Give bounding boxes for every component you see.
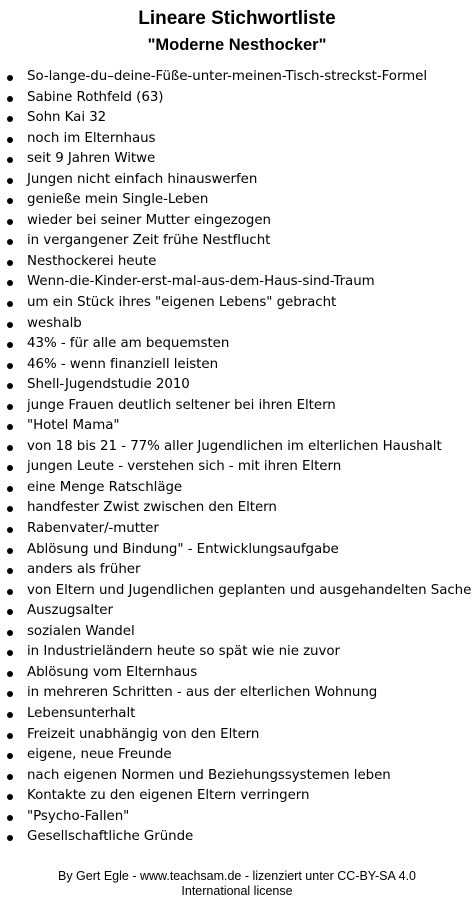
list-item: weshalb <box>0 314 474 335</box>
list-item: handfester Zwist zwischen den Eltern <box>0 498 474 519</box>
list-item: genieße mein Single-Leben <box>0 190 474 211</box>
list-item: sozialen Wandel <box>0 622 474 643</box>
list-item: eigene, neue Freunde <box>0 745 474 766</box>
list-item: junge Frauen deutlich seltener bei ihren Eltern <box>0 396 474 417</box>
list-item: 43% - für alle am bequemsten <box>0 334 474 355</box>
list-item: Wenn-die-Kinder-erst-mal-aus-dem-Haus-sind-Traum <box>0 272 474 293</box>
list-item: Sohn Kai 32 <box>0 108 474 129</box>
list-item: 46% - wenn finanziell leisten <box>0 355 474 376</box>
list-item: Sabine Rothfeld (63) <box>0 88 474 109</box>
list-item: "Psycho-Fallen" <box>0 807 474 828</box>
list-item: in Industrieländern heute so spät wie nie zuvor <box>0 642 474 663</box>
list-item: seit 9 Jahren Witwe <box>0 149 474 170</box>
list-item: Auszugsalter <box>0 601 474 622</box>
list-item: Ablösung vom Elternhaus <box>0 663 474 684</box>
list-item: noch im Elternhaus <box>0 129 474 150</box>
footer-license-name: International license <box>181 884 293 898</box>
list-item: Jungen nicht einfach hinauswerfen <box>0 170 474 191</box>
list-item: wieder bei seiner Mutter eingezogen <box>0 211 474 232</box>
footer-license-line: By Gert Egle - www.teachsam.de - lizenziert unter CC-BY-SA 4.0 <box>57 869 416 883</box>
list-item: "Hotel Mama" <box>0 416 474 437</box>
page-title: Lineare Stichwortliste <box>138 8 336 29</box>
list-item: um ein Stück ihres "eigenen Lebens" gebracht <box>0 293 474 314</box>
keyword-list <box>0 67 474 848</box>
list-item: Rabenvater/-mutter <box>0 519 474 540</box>
list-item: Shell-Jugendstudie 2010 <box>0 375 474 396</box>
list-item: in mehreren Schritten - aus der elterlichen Wohnung <box>0 683 474 704</box>
list-item: in vergangener Zeit frühe Nestflucht <box>0 231 474 252</box>
list-item: Gesellschaftliche Gründe <box>0 827 474 848</box>
page-subtitle: "Moderne Nesthocker" <box>147 36 327 54</box>
list-item: So-lange-du–deine-Füße-unter-meinen-Tisch-streckst-Formel <box>0 67 474 88</box>
list-item: jungen Leute - verstehen sich - mit ihren Eltern <box>0 457 474 478</box>
list-item: anders als früher <box>0 560 474 581</box>
list-item: Freizeit unabhängig von den Eltern <box>0 725 474 746</box>
list-item: Kontakte zu den eigenen Eltern verringern <box>0 786 474 807</box>
list-item: nach eigenen Normen und Beziehungssystemen leben <box>0 766 474 787</box>
list-item: von Eltern und Jugendlichen geplanten und ausgehandelten Sache <box>0 581 474 602</box>
footer <box>0 869 474 899</box>
list-item: Lebensunterhalt <box>0 704 474 725</box>
list-item: von 18 bis 21 - 77% aller Jugendlichen im elterlichen Haushalt <box>0 437 474 458</box>
list-item: Ablösung und Bindung" - Entwicklungsaufgabe <box>0 540 474 561</box>
list-item: Nesthockerei heute <box>0 252 474 273</box>
list-item: eine Menge Ratschläge <box>0 478 474 499</box>
